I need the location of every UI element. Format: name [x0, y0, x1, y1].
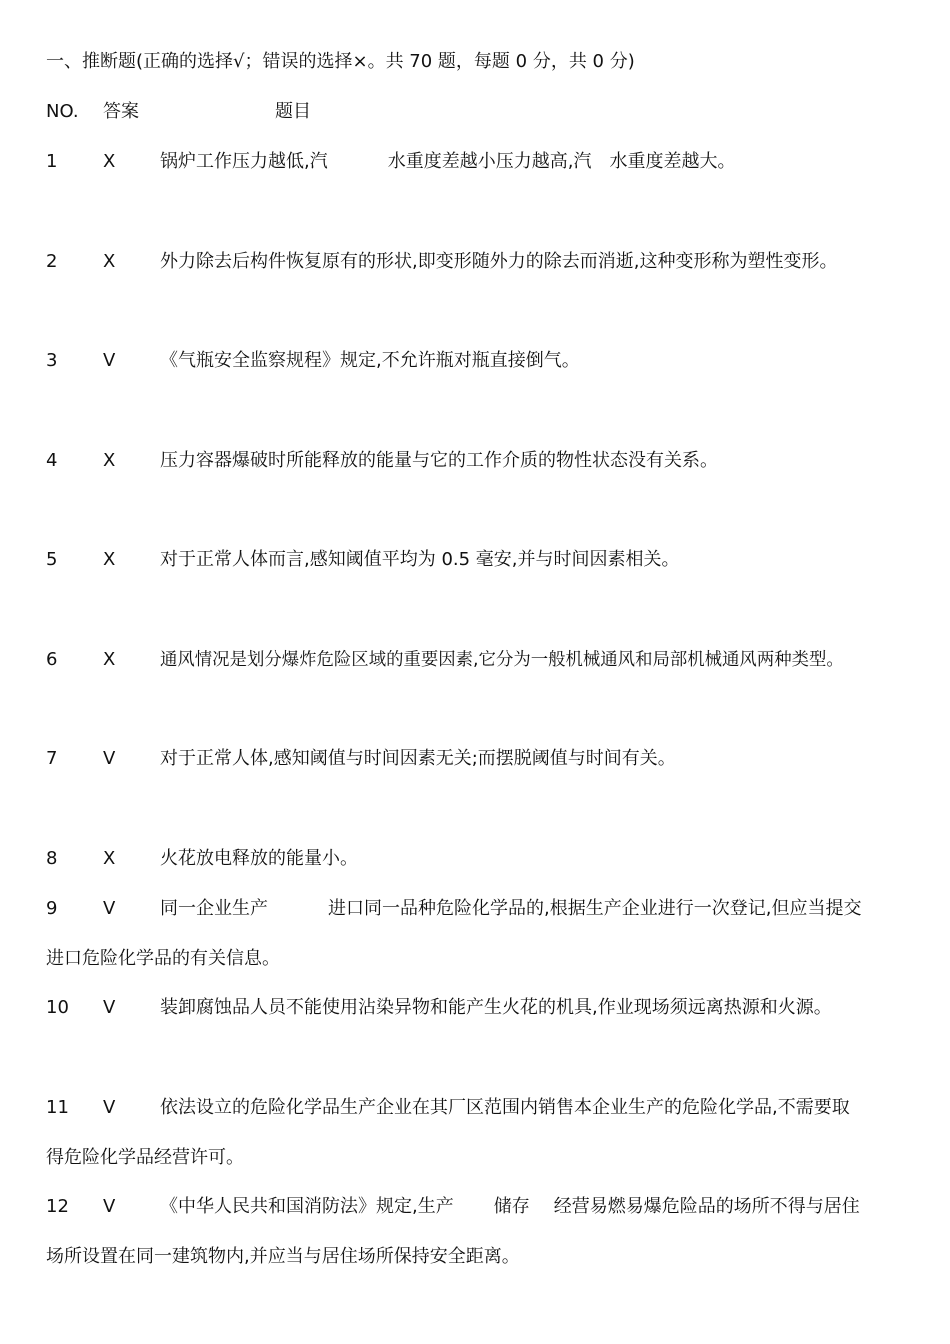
question-text-part: 锅炉工作压力越低,汽 [160, 151, 328, 172]
question-number: 2 [46, 251, 58, 272]
question-text: 装卸腐蚀品人员不能使用沾染异物和能产生火花的机具,作业现场须远离热源和火源。 [160, 997, 832, 1018]
question-text-continuation: 场所设置在同一建筑物内,并应当与居住场所保持安全距离。 [46, 1246, 520, 1267]
question-answer: V [103, 350, 116, 371]
question-text-continuation: 进口危险化学品的有关信息。 [46, 948, 280, 969]
question-answer: X [103, 450, 116, 471]
question-text: 火花放电释放的能量小。 [160, 848, 358, 869]
question-number: 5 [46, 549, 58, 570]
question-answer: X [103, 251, 116, 272]
question-text: 外力除去后构件恢复原有的形状,即变形随外力的除去而消逝,这种变形称为塑性变形。 [160, 251, 838, 272]
question-answer: X [103, 848, 116, 869]
question-number: 8 [46, 848, 58, 869]
question-answer: X [103, 151, 116, 172]
question-text-continuation: 得危险化学品经营许可。 [46, 1147, 244, 1168]
question-number: 6 [46, 649, 58, 670]
question-number: 12 [46, 1196, 69, 1217]
question-text: 压力容器爆破时所能释放的能量与它的工作介质的物性状态没有关系。 [160, 450, 718, 471]
section-title: 一、推断题(正确的选择√；错误的选择×。共 70 题，每题 0 分，共 0 分) [46, 51, 635, 72]
question-text: 通风情况是划分爆炸危险区域的重要因素,它分为一般机械通风和局部机械通风两种类型。 [160, 650, 844, 670]
question-answer: V [103, 1097, 116, 1118]
question-text [160, 1194, 860, 1220]
question-text [160, 149, 735, 175]
question-text-part: 同一企业生产 [160, 898, 268, 919]
question-text-part: 进口同一品种危险化学品的,根据生产企业进行一次登记,但应当提交 [328, 898, 862, 919]
column-header-no: NO. [46, 101, 79, 122]
question-number: 4 [46, 450, 58, 471]
question-text-part: 储存 [493, 1196, 530, 1217]
question-answer: V [103, 748, 116, 769]
question-number: 1 [46, 151, 58, 172]
question-text: 《气瓶安全监察规程》规定,不允许瓶对瓶直接倒气。 [160, 350, 580, 371]
question-answer: X [103, 549, 116, 570]
question-number: 9 [46, 898, 58, 919]
question-answer: X [103, 649, 116, 670]
column-header-answer: 答案 [103, 101, 139, 122]
column-header-question: 题目 [275, 101, 311, 122]
question-text [160, 896, 861, 922]
question-number: 3 [46, 350, 58, 371]
question-text-part: 水重度差越大。 [609, 151, 736, 172]
question-answer: V [103, 898, 116, 919]
question-number: 7 [46, 748, 58, 769]
question-text: 对于正常人体而言,感知阈值平均为 0.5 毫安,并与时间因素相关。 [160, 549, 680, 570]
question-text: 对于正常人体,感知阈值与时间因素无关;而摆脱阈值与时间有关。 [160, 748, 676, 769]
question-text-part: 水重度差越小压力越高,汽 [387, 151, 592, 172]
question-text: 依法设立的危险化学品生产企业在其厂区范围内销售本企业生产的危险化学品,不需要取 [160, 1097, 850, 1118]
question-number: 10 [46, 997, 69, 1018]
question-text-part: 经营易燃易爆危险品的场所不得与居住 [553, 1196, 860, 1217]
question-answer: V [103, 997, 116, 1018]
question-text-part: 《中华人民共和国消防法》规定,生产 [160, 1196, 454, 1217]
question-number: 11 [46, 1097, 69, 1118]
question-answer: V [103, 1196, 116, 1217]
